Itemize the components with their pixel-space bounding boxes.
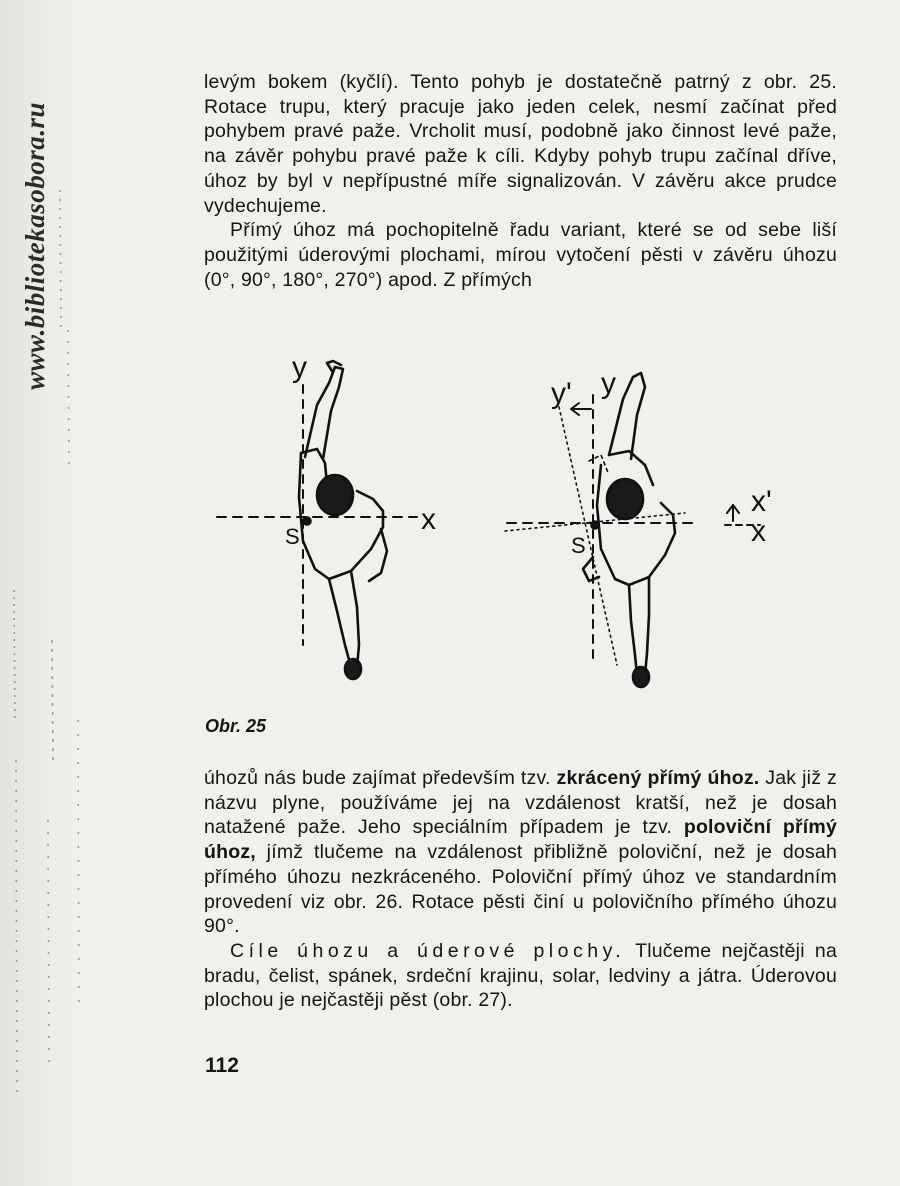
axis-label-y: y <box>292 351 307 384</box>
text-run: jímž tlučeme na vzdálenost přibližně poloviční, než je dosah přímého úhozu nezkráceného. Poloviční přímý úhoz ve standardním provedení viz obr. 26. Rotace pěsti činí u polovičního přímého úhozu 90°. <box>204 841 837 938</box>
figure-illustration <box>205 345 845 700</box>
paragraph: levým bokem (kyčlí). Tento pohyb je dostatečně patrný z obr. 25. Rotace trupu, který pracuje jako jeden celek, nesmí začínat před pohybem pravé paže. Vrcholit musí, podobně jako činnost levé paže, na závěr pohybu pravé paže k cíli. Kdyby pohyb trupu začínal dříve, úhoz by byl v nepřípustné míře signalizován. V závěru akce prudce vydechujeme. <box>204 71 837 217</box>
left-boxer-diagram <box>217 361 417 679</box>
text-run: Jak již z názvu plyne, používáme jej na vzdálenost kratší, než je dosah natažené paže. Jeho speciálním případem je tzv. <box>204 767 837 839</box>
bold-term: zkrácený přímý úhoz. <box>556 767 760 789</box>
bold-term: poloviční přímý úhoz, <box>204 816 837 864</box>
axis-label-x: x <box>421 503 436 536</box>
figure-caption: Obr. 25 <box>205 716 267 736</box>
axis-label-x: x <box>751 515 766 548</box>
paragraph <box>204 766 837 939</box>
axis-label-x-prime: x' <box>751 485 772 518</box>
paragraph <box>204 939 837 1013</box>
text-run: Tlučeme nejčastěji na bradu, čelist, spánek, srdeční krajinu, solar, ledviny a játra. Úderovou plochou je nejčastěji pěst (obr. 27). <box>204 939 837 1012</box>
text-block-bottom <box>204 766 837 1013</box>
text-block-top <box>204 70 837 292</box>
axis-label-y-prime: y' <box>551 377 572 410</box>
point-label-s: S <box>571 533 586 558</box>
watermark: www.bibliotekasobora.ru <box>20 101 50 390</box>
text-run: úhozů nás bude zajímat především tzv. <box>204 767 557 789</box>
page-number: 112 <box>205 1054 239 1077</box>
point-label-s: S <box>285 524 300 549</box>
paragraph: Přímý úhoz má pochopitelně řadu variant, které se od sebe liší použitými úderovými plochami, mírou vytočení pěsti v závěru úhozu (0°, 90°, 180°, 270°) apod. Z přímých <box>204 219 837 291</box>
spaced-heading: Cíle úhozu a úderové plochy. <box>230 939 626 962</box>
right-boxer-diagram <box>505 373 760 687</box>
figure-25 <box>205 345 845 700</box>
axis-label-y: y <box>601 367 616 400</box>
